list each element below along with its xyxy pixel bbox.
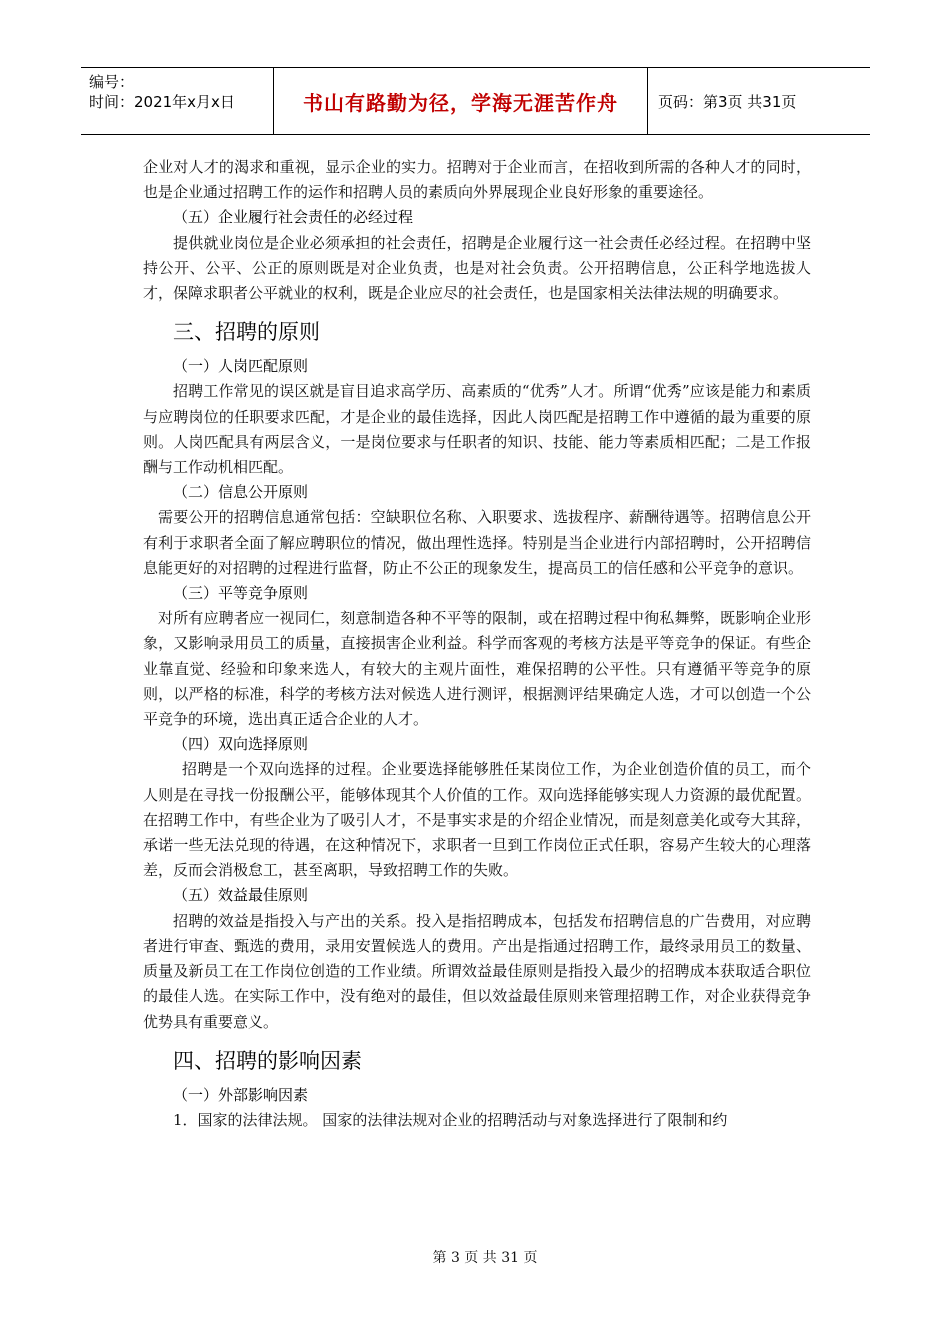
- header-page-info: 页码：第3页 共31页: [658, 92, 797, 111]
- header-motto: 书山有路勤为径，学海无涯苦作舟: [274, 68, 648, 134]
- subheading: （四）双向选择原则: [173, 735, 309, 754]
- paragraph: 招聘工作常见的误区就是盲目追求高学历、高素质的“优秀”人才。所谓“优秀”应该是能力和素质与应聘岗位的任职要求匹配，才是企业的最佳选择，因此人岗匹配是招聘工作中遵循的最为重要的原则。人岗匹配具有两层含义，一是岗位要求与任职者的知识、技能、能力等素质相匹配；二是工作报酬与工作动机相匹配。: [143, 382, 811, 477]
- subheading: （三）平等竞争原则: [173, 584, 309, 603]
- doc-number: 编号：: [89, 73, 135, 91]
- section-heading: 三、招聘的原则: [173, 320, 320, 345]
- subheading: （五）企业履行社会责任的必经过程: [173, 208, 414, 227]
- document-body: [143, 155, 811, 1133]
- paragraph: 企业对人才的渴求和重视，显示企业的实力。招聘对于企业而言，在招收到所需的各种人才的同时，也是企业通过招聘工作的运作和招聘人员的素质向外界展现企业良好形象的重要途径。: [143, 158, 811, 202]
- subheading: （一）外部影响因素: [173, 1085, 309, 1104]
- paragraph: 提供就业岗位是企业必须承担的社会责任，招聘是企业履行这一社会责任必经过程。在招聘中坚持公开、公平、公正的原则既是对企业负责，也是对社会负责。公开招聘信息，公正科学地选拔人才，保障求职者公平就业的权利，既是企业应尽的社会责任，也是国家相关法律法规的明确要求。: [143, 233, 811, 303]
- paragraph: 对所有应聘者应一视同仁，刻意制造各种不平等的限制，或在招聘过程中徇私舞弊，既影响企业形象，又影响录用员工的质量，直接损害企业利益。科学而客观的考核方法是平等竞争的保证。有些企业靠直觉、经验和印象来选人，有较大的主观片面性，难保招聘的公平性。只有遵循平等竞争的原则，以严格的标准，科学的考核方法对候选人进行测评，根据测评结果确定人选，才可以创造一个公平竞争的环境，选出真正适合企业的人才。: [143, 609, 811, 729]
- paragraph: 招聘的效益是指投入与产出的关系。投入是指招聘成本，包括发布招聘信息的广告费用，对应聘者进行审查、甄选的费用，录用安置候选人的费用。产出是指通过招聘工作，最终录用员工的数量、质量及新员工在工作岗位创造的工作业绩。所谓效益最佳原则是指投入最少的招聘成本获取适合职位的最佳人选。在实际工作中，没有绝对的最佳，但以效益最佳原则来管理招聘工作，对企业获得竞争优势具有重要意义。: [143, 911, 811, 1031]
- document-header: [81, 67, 870, 135]
- paragraph: 招聘是一个双向选择的过程。企业要选择能够胜任某岗位工作，为企业创造价值的员工，而个人则是在寻找一份报酬公平，能够体现其个人价值的工作。双向选择能够实现人力资源的最优配置。在招聘工作中，有些企业为了吸引人才，不是事实求是的介绍企业情况，而是刻意美化或夸大其辞，承诺一些无法兑现的待遇，在这种情况下，求职者一旦到工作岗位正式任职，容易产生较大的心理落差，反而会消极怠工，甚至离职，导致招聘工作的失败。: [143, 760, 811, 880]
- doc-date: 时间：2021年x月x日: [89, 93, 235, 111]
- subheading: （一）人岗匹配原则: [173, 357, 309, 376]
- header-meta: [81, 68, 274, 134]
- page-footer: 第 3 页 共 31 页: [432, 1250, 538, 1266]
- subheading: （五）效益最佳原则: [173, 886, 309, 905]
- section-heading: 四、招聘的影响因素: [173, 1048, 362, 1073]
- paragraph: 1．国家的法律法规。 国家的法律法规对企业的招聘活动与对象选择进行了限制和约: [173, 1110, 728, 1129]
- paragraph: 需要公开的招聘信息通常包括：空缺职位名称、入职要求、选拔程序、薪酬待遇等。招聘信息公开有利于求职者全面了解应聘职位的情况，做出理性选择。特别是当企业进行内部招聘时，公开招聘信息能更好的对招聘的过程进行监督，防止不公正的现象发生，提高员工的信任感和公平竞争的意识。: [143, 508, 811, 577]
- subheading: （二）信息公开原则: [173, 483, 309, 502]
